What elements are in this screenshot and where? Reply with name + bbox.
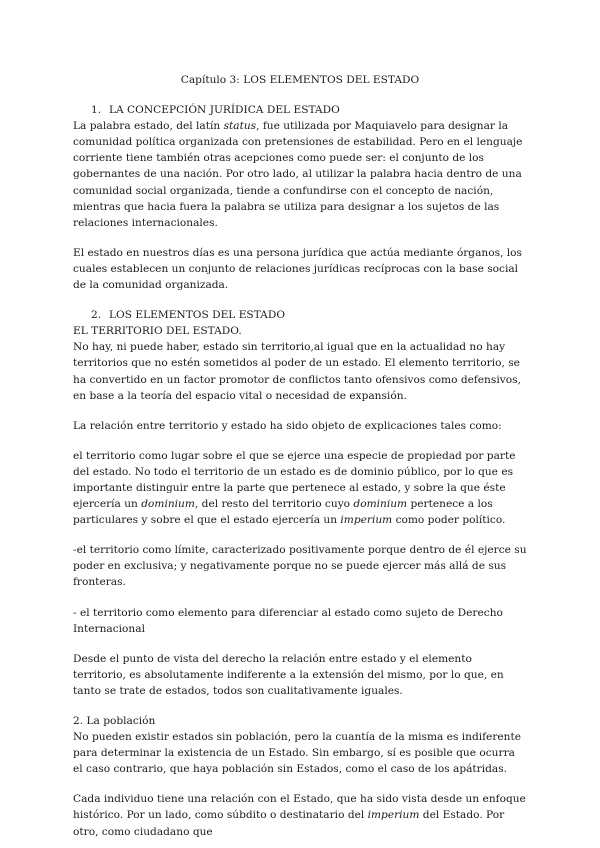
paragraph: -el territorio como límite, caracterizado positivamente porque dentro de él ejerce su poder en exclusiva; y negativamente porque no se puede ejercer más allá de sus fronteras. bbox=[73, 544, 527, 589]
paragraph: La relación entre territorio y estado ha sido objeto de explicaciones tales como: bbox=[73, 419, 502, 432]
paragraph bbox=[73, 448, 527, 528]
italic-term: imperium bbox=[340, 514, 393, 527]
section-heading-2 bbox=[73, 307, 527, 323]
text-run: , del resto del territorio cuyo bbox=[194, 498, 354, 511]
text-run: Cada individuo tiene una relación con el Estado, que ha sido vista desde un enfoque histórico. Por un lado, como súbdito o destinatario del bbox=[73, 793, 526, 822]
text-run: del Estado. Por otro, como ciudadano que bbox=[73, 809, 505, 838]
paragraph bbox=[73, 791, 527, 839]
paragraph: El estado en nuestros días es una persona jurídica que actúa mediante órganos, los cuales establecen un conjunto de relaciones jurídicas recíprocas con la base social de la comunidad organizada. bbox=[73, 246, 522, 292]
italic-term: status bbox=[223, 120, 257, 133]
section-number: 2. bbox=[91, 309, 102, 322]
section-heading-text: LA CONCEPCIÓN JURÍDICA DEL ESTADO bbox=[109, 104, 340, 117]
italic-term: dominium bbox=[141, 498, 195, 511]
chapter-title: Capítulo 3: LOS ELEMENTOS DEL ESTADO bbox=[180, 74, 420, 86]
paragraph: No hay, ni puede haber, estado sin territorio,al igual que en la actualidad no hay territorios que no estén sometidos al poder de un estado. El elemento territorio, se ha convertido en un factor promotor de conflictos tanto ofensivos como defensivos, en base a la teoría del espacio vital o necesidad de expansión. bbox=[73, 341, 521, 402]
text-run: , fue utilizada por Maquiavelo para designar la comunidad política organizada con pretensiones de estabilidad. Pero en el lenguaje corriente tiene también otras acepciones como puede ser: el conjunto de los gobernantes de una nación. Por otro lado, al utilizar la palabra hacia dentro de una comunidad social organizada, tiende a confundirse con el concepto de nación, mientras que hacia fuera la palabra se utiliza para designar a los sujetos de las relaciones internacionales. bbox=[73, 120, 523, 229]
section-heading-text: LOS ELEMENTOS DEL ESTADO bbox=[109, 309, 286, 322]
italic-term: imperium bbox=[367, 809, 420, 822]
section-number: 1. bbox=[91, 104, 102, 117]
section-heading-1 bbox=[73, 102, 527, 118]
text-run: el territorio como lugar sobre el que se ejerce una especie de propiedad por parte del estado. No todo el territorio de un estado es de dominio público, por lo que es importante distinguir entre la parte que pertenece al estado, y sobre la que éste ejercería un bbox=[73, 449, 516, 511]
paragraph: No pueden existir estados sin población, pero la cuantía de la misma es indiferente para determinar la existencia de un Estado. Sin embargo, sí es posible que ocurra el caso contrario, que haya población sin Estados, como el caso de los apátridas. bbox=[73, 731, 522, 776]
subheading-territorio: EL TERRITORIO DEL ESTADO. bbox=[73, 325, 242, 338]
italic-term: dominium bbox=[353, 498, 408, 511]
paragraph bbox=[73, 118, 527, 231]
subheading-poblacion: 2. La población bbox=[73, 715, 156, 727]
text-run: La palabra estado, del latín bbox=[73, 120, 224, 133]
paragraph: - el territorio como elemento para diferenciar al estado como sujeto de Derecho Internacional bbox=[73, 606, 503, 635]
text-run: pertenece a los particulares y sobre el que el estado ejercería un bbox=[73, 498, 493, 527]
text-run: como poder político. bbox=[392, 514, 506, 527]
paragraph: Desde el punto de vista del derecho la relación entre estado y el elemento territorio, es absolutamente indiferente a la extensión del mismo, por lo que, en tanto se trate de estados, todos son cualitativamente iguales. bbox=[73, 652, 504, 697]
